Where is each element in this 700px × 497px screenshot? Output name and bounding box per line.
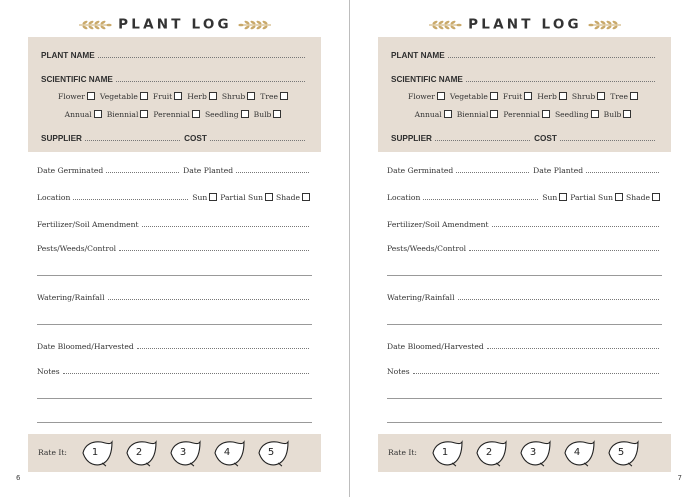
option-item [408, 92, 448, 101]
page-number: 7 [677, 474, 682, 482]
pests-extra-line[interactable] [387, 275, 662, 276]
plant-type-options [378, 92, 671, 101]
supplier-cost-row [41, 134, 309, 143]
checkbox-icon[interactable] [437, 92, 445, 100]
leaf-rating-icon[interactable] [80, 439, 114, 467]
notes-line[interactable] [37, 398, 312, 399]
rating-number: 1 [91, 447, 99, 458]
option-label: Seedling [204, 110, 239, 119]
scientific-name-row [41, 75, 309, 84]
pests-row [387, 244, 663, 253]
date-germinated-field[interactable] [456, 171, 529, 173]
notes-line[interactable] [387, 422, 662, 423]
plant-name-row [41, 51, 309, 60]
checkbox-icon[interactable] [524, 92, 532, 100]
option-item [542, 193, 570, 202]
option-item [450, 92, 501, 101]
date-planted-label: Date Planted [183, 166, 234, 175]
leaf-rating-icon[interactable] [430, 439, 464, 467]
checkbox-icon[interactable] [490, 92, 498, 100]
option-item [153, 92, 185, 101]
location-row [387, 193, 663, 202]
option-label: Bulb [603, 110, 622, 119]
wheat-sprig-icon [587, 18, 623, 32]
option-label: Sun [192, 193, 208, 202]
notes-field[interactable] [63, 372, 309, 374]
option-item [254, 110, 285, 119]
leaf-rating-icon[interactable] [474, 439, 508, 467]
checkbox-icon[interactable] [174, 92, 182, 100]
plant-type-options [28, 92, 321, 101]
watering-label: Watering/Rainfall [387, 293, 455, 302]
pests-label: Pests/Weeds/Control [387, 244, 467, 253]
date-bloomed-field[interactable] [487, 347, 659, 349]
checkbox-icon[interactable] [87, 92, 95, 100]
option-label: Herb [187, 92, 207, 101]
pests-label: Pests/Weeds/Control [37, 244, 117, 253]
leaf-rating-icon[interactable] [256, 439, 290, 467]
checkbox-icon[interactable] [273, 110, 281, 118]
rating-number: 2 [485, 447, 493, 458]
option-item [205, 110, 252, 119]
rating-number: 1 [441, 447, 449, 458]
wheat-sprig-icon [427, 18, 463, 32]
sun-options [542, 193, 663, 202]
checkbox-icon[interactable] [591, 110, 599, 118]
option-label: Herb [537, 92, 557, 101]
sun-options [192, 193, 313, 202]
date-planted-field[interactable] [236, 171, 309, 173]
option-item [192, 193, 220, 202]
checkbox-icon[interactable] [140, 92, 148, 100]
location-label: Location [387, 193, 421, 202]
rating-number: 4 [223, 447, 231, 458]
watering-row [37, 293, 313, 302]
option-item [503, 92, 535, 101]
checkbox-icon[interactable] [209, 92, 217, 100]
option-label: Partial Sun [570, 193, 614, 202]
supplier-label: SUPPLIER [41, 134, 82, 143]
option-item [457, 110, 502, 119]
scientific-name-label: SCIENTIFIC NAME [41, 75, 113, 84]
watering-row [387, 293, 663, 302]
option-item [604, 110, 635, 119]
option-label: Shade [276, 193, 300, 202]
rating-number: 4 [573, 447, 581, 458]
lifecycle-options [28, 110, 321, 119]
plant-name-label: PLANT NAME [391, 51, 445, 60]
checkbox-icon[interactable] [559, 92, 567, 100]
watering-extra-line[interactable] [37, 324, 312, 325]
location-field[interactable] [423, 198, 538, 200]
option-label: Seedling [554, 110, 589, 119]
option-item [58, 92, 98, 101]
scientific-name-field[interactable] [466, 80, 655, 82]
option-item [415, 110, 455, 119]
option-item [107, 110, 152, 119]
checkbox-icon[interactable] [94, 110, 102, 118]
rating-number: 3 [529, 447, 537, 458]
date-planted-field[interactable] [586, 171, 659, 173]
notes-field[interactable] [413, 372, 659, 374]
checkbox-icon[interactable] [490, 110, 498, 118]
page-number: 6 [16, 474, 21, 482]
checkbox-icon[interactable] [542, 110, 550, 118]
location-field[interactable] [73, 198, 188, 200]
option-item [555, 110, 602, 119]
date-bloomed-label: Date Bloomed/Harvested [387, 342, 484, 351]
supplier-label: SUPPLIER [391, 134, 432, 143]
date-germinated-field[interactable] [106, 171, 179, 173]
option-item [187, 92, 220, 101]
option-label: Perennial [503, 110, 540, 119]
option-label: Tree [260, 92, 278, 101]
notes-row [37, 367, 313, 376]
option-item [570, 193, 626, 202]
fertilizer-field[interactable] [492, 225, 659, 227]
rate-it-label: Rate It: [38, 448, 67, 457]
option-item [100, 92, 151, 101]
rating-box [28, 434, 321, 472]
title-text: PLANT LOG [468, 16, 582, 33]
checkbox-icon[interactable] [265, 193, 273, 201]
scientific-name-field[interactable] [116, 80, 305, 82]
watering-extra-line[interactable] [387, 324, 662, 325]
option-item [503, 110, 553, 119]
checkbox-icon[interactable] [192, 110, 200, 118]
plant-name-label: PLANT NAME [41, 51, 95, 60]
dates-row [37, 166, 313, 175]
supplier-field[interactable] [435, 139, 530, 141]
date-bloomed-row [387, 342, 663, 351]
checkbox-icon[interactable] [280, 92, 288, 100]
wheat-sprig-icon [77, 18, 113, 32]
date-germinated-label: Date Germinated [387, 166, 454, 175]
rating-number: 2 [135, 447, 143, 458]
rate-it-label: Rate It: [388, 448, 417, 457]
option-item [610, 92, 641, 101]
option-label: Biennial [106, 110, 139, 119]
notes-line[interactable] [37, 422, 312, 423]
option-item [572, 92, 608, 101]
watering-field[interactable] [458, 298, 659, 300]
fertilizer-label: Fertilizer/Soil Amendment [387, 220, 489, 229]
option-label: Annual [414, 110, 442, 119]
leaf-rating-icon[interactable] [124, 439, 158, 467]
wheat-sprig-icon [237, 18, 273, 32]
option-item [260, 92, 291, 101]
option-label: Bulb [253, 110, 272, 119]
checkbox-icon[interactable] [140, 110, 148, 118]
cost-label: COST [534, 134, 557, 143]
checkbox-icon[interactable] [652, 193, 660, 201]
date-planted-label: Date Planted [533, 166, 584, 175]
checkbox-icon[interactable] [623, 110, 631, 118]
pests-field[interactable] [469, 249, 659, 251]
date-bloomed-field[interactable] [137, 347, 309, 349]
fertilizer-row [37, 220, 313, 229]
option-label: Shrub [221, 92, 246, 101]
rating-number: 3 [179, 447, 187, 458]
log-page [350, 0, 700, 497]
page-title [350, 14, 700, 33]
checkbox-icon[interactable] [444, 110, 452, 118]
cost-label: COST [184, 134, 207, 143]
checkbox-icon[interactable] [597, 92, 605, 100]
fertilizer-row [387, 220, 663, 229]
checkbox-icon[interactable] [630, 92, 638, 100]
option-label: Shrub [571, 92, 596, 101]
option-item [65, 110, 105, 119]
fertilizer-field[interactable] [142, 225, 309, 227]
option-label: Vegetable [449, 92, 488, 101]
notes-row [387, 367, 663, 376]
option-item [537, 92, 570, 101]
notes-line[interactable] [387, 398, 662, 399]
scientific-name-row [391, 75, 659, 84]
checkbox-icon[interactable] [209, 193, 217, 201]
checkbox-icon[interactable] [302, 193, 310, 201]
option-item [153, 110, 203, 119]
option-label: Sun [542, 193, 558, 202]
rating-number: 5 [617, 447, 625, 458]
date-bloomed-row [37, 342, 313, 351]
option-label: Shade [626, 193, 650, 202]
date-germinated-label: Date Germinated [37, 166, 104, 175]
date-bloomed-label: Date Bloomed/Harvested [37, 342, 134, 351]
watering-label: Watering/Rainfall [37, 293, 105, 302]
location-label: Location [37, 193, 71, 202]
plant-name-row [391, 51, 659, 60]
rating-box [378, 434, 671, 472]
option-item [222, 92, 258, 101]
pests-extra-line[interactable] [37, 275, 312, 276]
fertilizer-label: Fertilizer/Soil Amendment [37, 220, 139, 229]
supplier-cost-row [391, 134, 659, 143]
location-row [37, 193, 313, 202]
plant-info-box [378, 37, 671, 152]
option-label: Fruit [152, 92, 173, 101]
scientific-name-label: SCIENTIFIC NAME [391, 75, 463, 84]
checkbox-icon[interactable] [241, 110, 249, 118]
option-label: Tree [610, 92, 628, 101]
title-text: PLANT LOG [118, 16, 232, 33]
rating-number: 5 [267, 447, 275, 458]
cost-field[interactable] [210, 139, 305, 141]
leaf-rating-icon[interactable] [518, 439, 552, 467]
option-label: Partial Sun [220, 193, 264, 202]
option-label: Perennial [153, 110, 190, 119]
option-label: Flower [58, 92, 85, 101]
option-label: Biennial [456, 110, 489, 119]
notes-label: Notes [387, 367, 410, 376]
leaf-rating-icon[interactable] [212, 439, 246, 467]
option-label: Annual [64, 110, 92, 119]
pests-field[interactable] [119, 249, 309, 251]
option-label: Flower [408, 92, 435, 101]
option-item [220, 193, 276, 202]
page-title [0, 14, 350, 33]
checkbox-icon[interactable] [559, 193, 567, 201]
lifecycle-options [378, 110, 671, 119]
watering-field[interactable] [108, 298, 309, 300]
notes-label: Notes [37, 367, 60, 376]
option-item [626, 193, 663, 202]
pests-row [37, 244, 313, 253]
leaf-rating-icon[interactable] [562, 439, 596, 467]
leaf-rating-icon[interactable] [168, 439, 202, 467]
checkbox-icon[interactable] [247, 92, 255, 100]
dates-row [387, 166, 663, 175]
plant-info-box [28, 37, 321, 152]
supplier-field[interactable] [85, 139, 180, 141]
checkbox-icon[interactable] [615, 193, 623, 201]
plant-name-field[interactable] [98, 56, 305, 58]
option-label: Vegetable [99, 92, 138, 101]
option-label: Fruit [502, 92, 523, 101]
option-item [276, 193, 313, 202]
plant-name-field[interactable] [448, 56, 655, 58]
cost-field[interactable] [560, 139, 655, 141]
leaf-rating-icon[interactable] [606, 439, 640, 467]
